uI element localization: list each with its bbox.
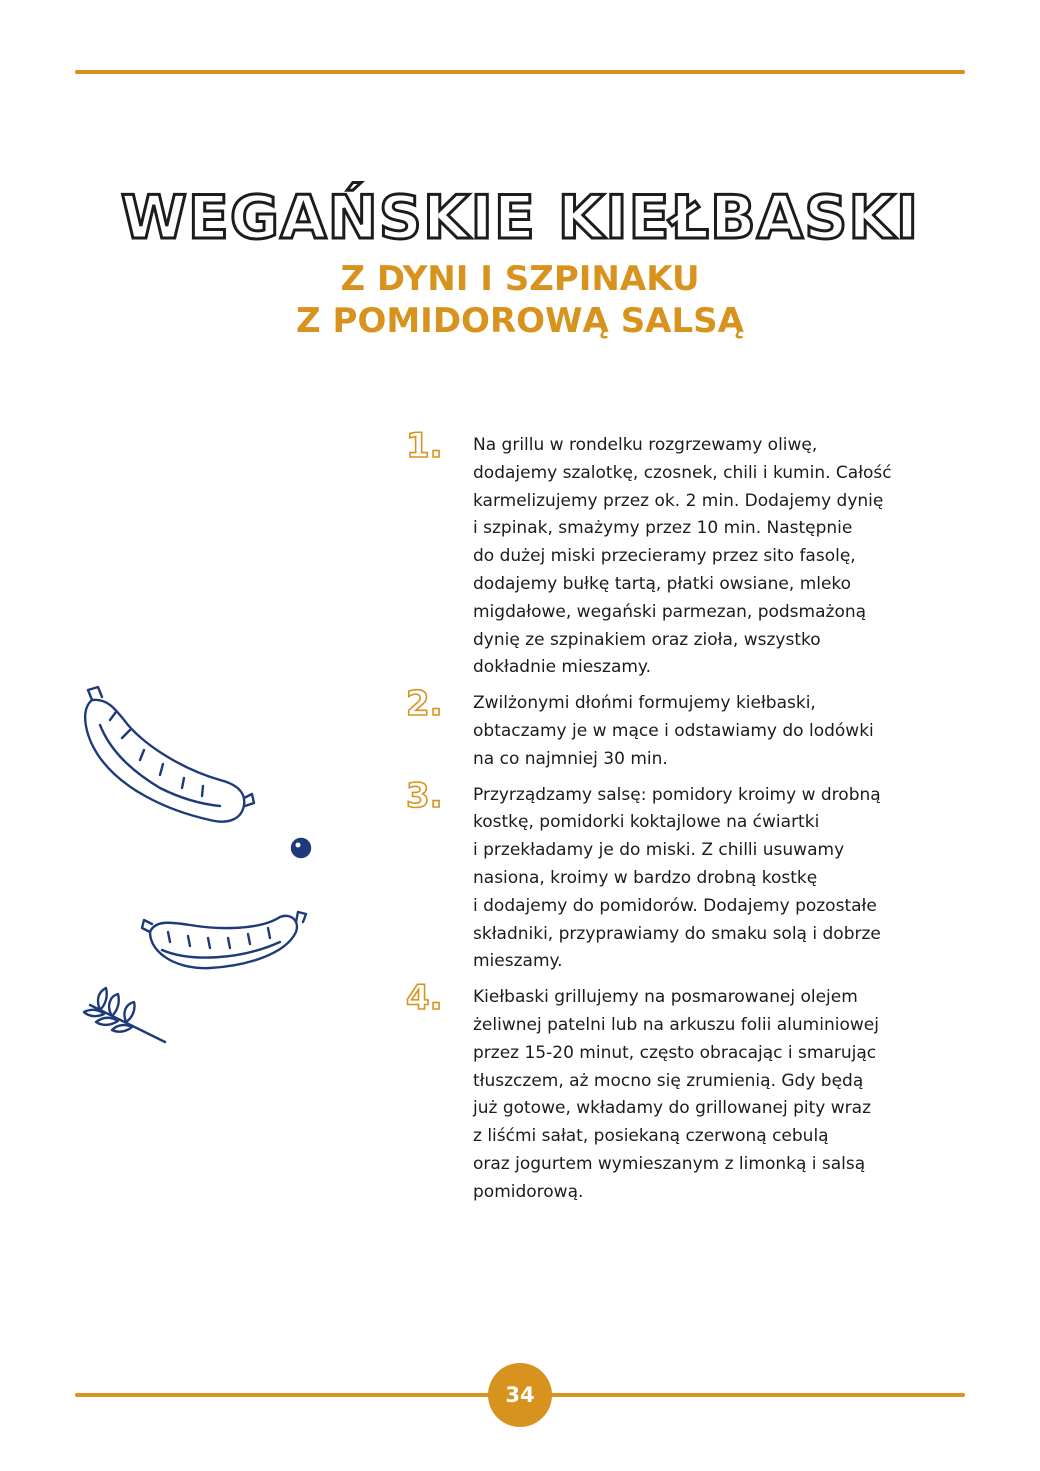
step-number: 3. xyxy=(406,775,443,816)
step-line: dodajemy bułkę tartą, płatki owsiane, mleko xyxy=(473,573,852,594)
step-line: nasiona, kroimy w bardzo drobną kostkę xyxy=(473,867,818,888)
step-line: mieszamy. xyxy=(473,951,563,972)
steps-list xyxy=(400,426,960,1215)
step-line: obtaczamy je w mące i odstawiamy do lodówki xyxy=(473,720,874,741)
step-line: i szpinak, smażymy przez 10 min. Następnie xyxy=(473,518,853,539)
step-line: z liśćmi sałat, posiekaną czerwoną cebulą xyxy=(473,1126,829,1147)
recipe-title: WEGAŃSKIE KIEŁBASKI xyxy=(120,183,920,253)
step-number: 4. xyxy=(406,978,443,1019)
sausage-illustration xyxy=(70,670,360,1060)
step-text xyxy=(473,432,960,682)
page-number-badge: 34 xyxy=(488,1363,552,1427)
step-line: dodajemy szalotkę, czosnek, chili i kumin. Całość xyxy=(473,462,892,483)
step-line: kostkę, pomidorki koktajlowe na ćwiartki xyxy=(473,812,820,833)
step-line: dokładnie mieszamy. xyxy=(473,657,651,678)
step-line: Zwilżonymi dłońmi formujemy kiełbaski, xyxy=(473,693,816,714)
step-line: Na grillu w rondelku rozgrzewamy oliwę, xyxy=(473,435,818,455)
pepper-ball-icon xyxy=(292,839,310,857)
subtitle-line-1: Z DYNI I SZPINAKU xyxy=(340,259,700,299)
step-2 xyxy=(400,684,960,773)
herb-sprig-icon xyxy=(84,988,165,1042)
step-line: oraz jogurtem wymieszanym z limonką i salsą xyxy=(473,1153,866,1174)
step-text xyxy=(473,782,960,977)
step-line: pomidorową. xyxy=(473,1181,584,1202)
sausage-icon xyxy=(142,912,306,968)
top-divider xyxy=(75,70,965,74)
step-line: przez 15-20 minut, często obracając i smarując xyxy=(473,1042,877,1063)
step-line: i dodajemy do pomidorów. Dodajemy pozostałe xyxy=(473,895,877,916)
step-line: na co najmniej 30 min. xyxy=(473,748,668,769)
step-line: do dużej miski przecieramy przez sito fasolę, xyxy=(473,546,856,567)
step-line: dynię ze szpinakiem oraz zioła, wszystko xyxy=(473,629,821,650)
step-text xyxy=(473,984,960,1206)
recipe-subtitle xyxy=(120,258,920,342)
step-line: i przekładamy je do miski. Z chilli usuwamy xyxy=(473,840,845,861)
step-text xyxy=(473,690,960,773)
step-line: Kiełbaski grillujemy na posmarowanej olejem xyxy=(473,987,858,1008)
step-line: żeliwnej patelni lub na arkuszu folii aluminiowej xyxy=(473,1014,879,1035)
step-1 xyxy=(400,426,960,682)
step-number: 1. xyxy=(406,426,443,466)
step-3 xyxy=(400,775,960,977)
sausage-icon xyxy=(85,687,254,822)
step-line: tłuszczem, aż mocno się zrumienią. Gdy będą xyxy=(473,1070,864,1091)
step-number: 2. xyxy=(406,684,443,725)
step-line: już gotowe, wkładamy do grillowanej pity wraz xyxy=(473,1098,871,1119)
step-line: karmelizujemy przez ok. 2 min. Dodajemy dynię xyxy=(473,490,884,511)
step-line: Przyrządzamy salsę: pomidory kroimy w drobną xyxy=(473,784,881,805)
step-4 xyxy=(400,978,960,1206)
step-line: składniki, przyprawiamy do smaku solą i dobrze xyxy=(473,923,881,944)
subtitle-line-2: Z POMIDOROWĄ SALSĄ xyxy=(296,301,744,341)
step-line: migdałowe, wegański parmezan, podsmażoną xyxy=(473,601,867,622)
